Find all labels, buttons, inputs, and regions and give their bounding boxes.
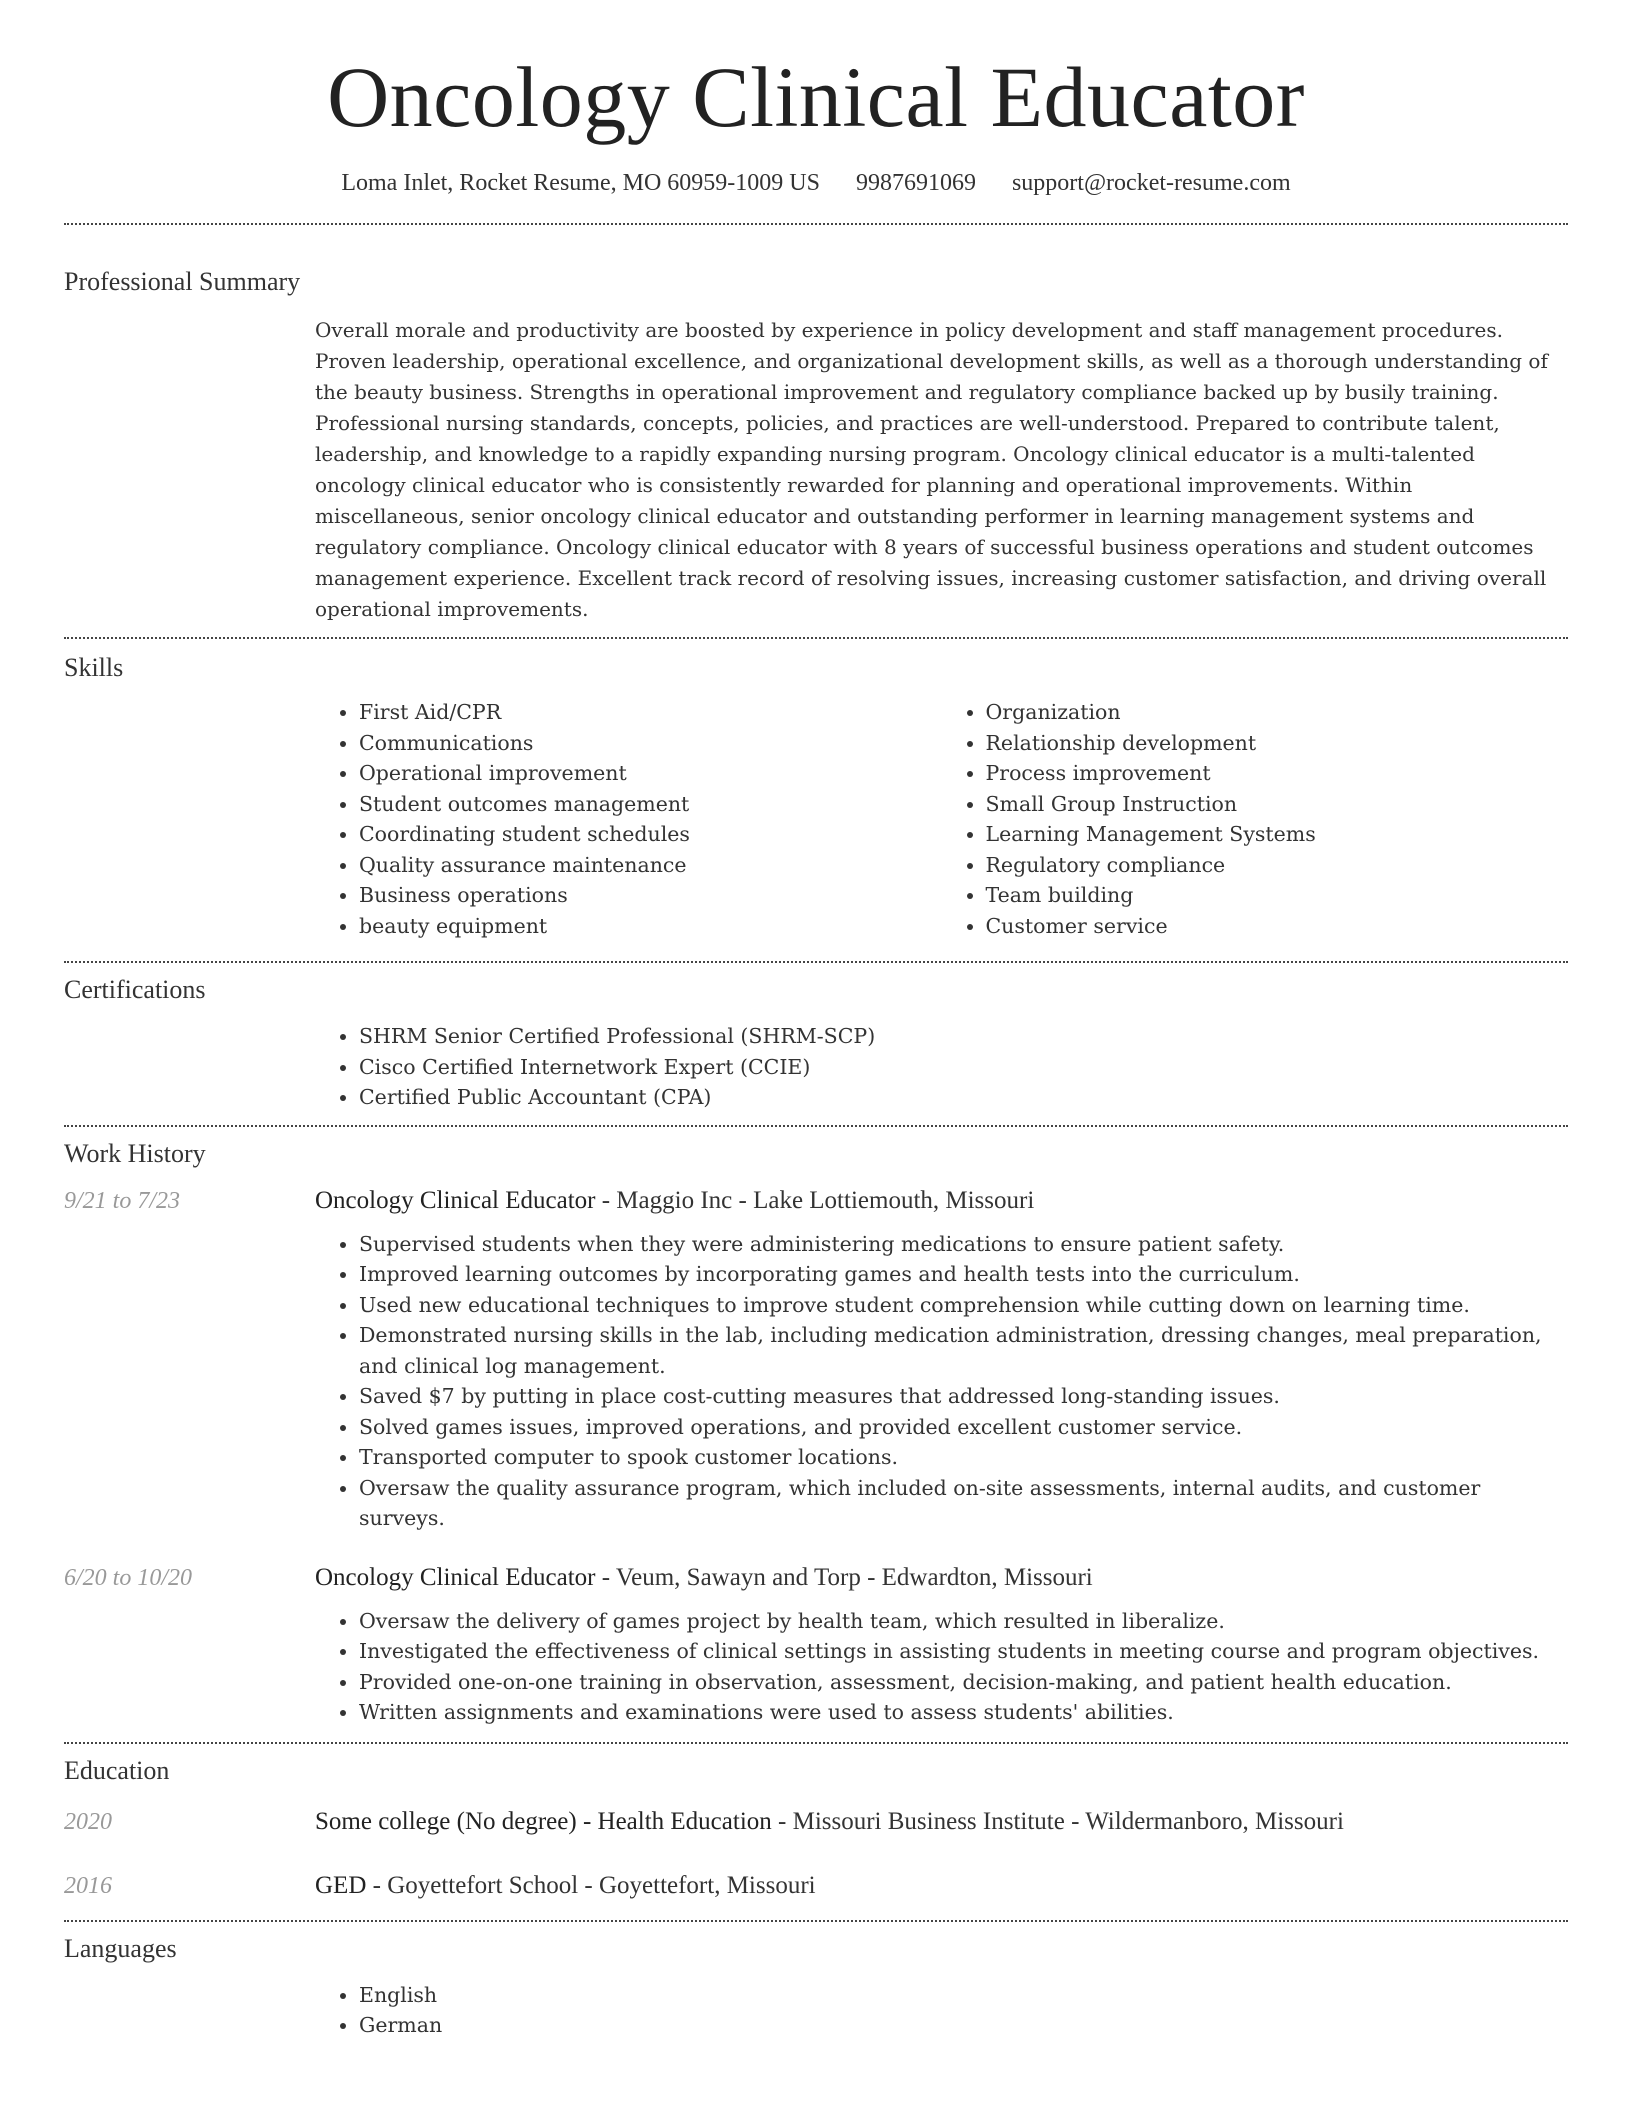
languages-section (64, 1934, 1568, 2041)
job-company: - Maggio Inc - Lake Lottiemouth, Missouri (595, 1186, 1035, 1214)
contact-line (64, 170, 1568, 197)
job-dates: 9/21 to 7/23 (64, 1187, 181, 1214)
skills-list-left (315, 697, 942, 941)
skills-title: Skills (64, 653, 124, 683)
certifications-divider (64, 1125, 1568, 1127)
candidate-name: Oncology Clinical Educator (327, 49, 1305, 145)
education-degree: Some college (No degree) - Health Education (315, 1807, 772, 1835)
language-item: • English (359, 1980, 1568, 2011)
languages-title: Languages (64, 1933, 177, 1963)
skills-section (64, 653, 1568, 941)
certifications-list (315, 1021, 1568, 1113)
work-divider (64, 1742, 1568, 1744)
summary-title: Professional Summary (64, 267, 301, 297)
job-bullet: • Transported computer to spook customer locations. (359, 1442, 1568, 1473)
education-entry (315, 1872, 816, 1900)
language-item: • German (359, 2010, 1568, 2041)
job-company: - Veum, Sawayn and Torp - Edwardton, Missouri (595, 1563, 1093, 1591)
skill-item: • Process improvement (986, 758, 1569, 789)
certifications-section (64, 975, 1568, 1113)
job-bullets (315, 1606, 1568, 1728)
skill-item: • Relationship development (986, 728, 1569, 759)
education-section (64, 1756, 1568, 1900)
job-bullet: • Written assignments and examinations were used to assess students' abilities. (359, 1697, 1568, 1728)
education-item (64, 1808, 1568, 1836)
job-bullet: • Oversaw the delivery of games project by health team, which resulted in liberalize. (359, 1606, 1568, 1637)
summary-text: Overall morale and productivity are boosted by experience in policy development and staff management procedures. Proven leadership, operational excellence, and organizational development skills, as well as a thorough understanding of the beauty business. Strengths in operational improvement and regulatory compliance backed up by busily training. Professional nursing standards, concepts, policies, and practices are well-understood. Prepared to contribute talent, leadership, and knowledge to a rapidly expanding nursing program. Oncology clinical educator is a multi-talented oncology clinical educator who is consistently rewarded for planning and operational improvements. Within miscellaneous, senior oncology clinical educator and outstanding performer in learning management systems and regulatory compliance. Oncology clinical educator with 8 years of successful business operations and student outcomes management experience. Excellent track record of resolving issues, increasing customer satisfaction, and driving overall operational improvements. (315, 318, 1548, 622)
summary-content (315, 315, 1568, 625)
languages-content (315, 1980, 1568, 2041)
contact-address: Loma Inlet, Rocket Resume, MO 60959-1009 US (341, 170, 820, 197)
skills-list-right (942, 697, 1569, 941)
skill-item: • Organization (986, 697, 1569, 728)
job-details (315, 1606, 1568, 1728)
job-title (315, 1564, 1093, 1592)
skill-item: • Customer service (986, 911, 1569, 942)
education-divider (64, 1920, 1568, 1922)
work-section (64, 1139, 1568, 1728)
skill-item: • Operational improvement (359, 758, 942, 789)
job-bullet: • Solved games issues, improved operations, and provided excellent customer service. (359, 1412, 1568, 1443)
skill-item: • Quality assurance maintenance (359, 850, 942, 881)
education-degree: GED (315, 1871, 367, 1899)
job-bullet: • Demonstrated nursing skills in the lab, including medication administration, dressing changes, meal preparation, and clinical log management. (359, 1320, 1568, 1381)
summary-divider (64, 637, 1568, 639)
education-school: - Missouri Business Institute - Wildermanboro, Missouri (771, 1807, 1344, 1835)
skill-item: • First Aid/CPR (359, 697, 942, 728)
education-item (64, 1872, 1568, 1900)
summary-section (64, 267, 1568, 625)
job-bullet: • Oversaw the quality assurance program, which included on-site assessments, internal audits, and customer surveys. (359, 1473, 1568, 1534)
job-bullet: • Improved learning outcomes by incorporating games and health tests into the curriculum. (359, 1259, 1568, 1290)
skill-item: • Regulatory compliance (986, 850, 1569, 881)
skill-item: • Learning Management Systems (986, 819, 1569, 850)
skill-item: • Business operations (359, 880, 942, 911)
certification-item: • SHRM Senior Certified Professional (SHRM-SCP) (359, 1021, 1568, 1052)
work-title: Work History (64, 1138, 206, 1168)
certifications-content (315, 1021, 1568, 1113)
job-bullets (315, 1229, 1568, 1534)
skill-item: • Coordinating student schedules (359, 819, 942, 850)
contact-email: support@rocket-resume.com (1011, 170, 1291, 197)
header-divider (64, 223, 1568, 225)
education-year: 2016 (64, 1872, 112, 1899)
education-title: Education (64, 1755, 170, 1785)
job-role: Oncology Clinical Educator (315, 1186, 596, 1214)
skill-item: • Small Group Instruction (986, 789, 1569, 820)
job-role: Oncology Clinical Educator (315, 1563, 596, 1591)
education-year: 2020 (64, 1808, 112, 1835)
job-header (64, 1564, 1568, 1592)
job-bullet: • Investigated the effectiveness of clinical settings in assisting students in meeting course and program objectives. (359, 1636, 1568, 1667)
certification-item: • Cisco Certified Internetwork Expert (CCIE) (359, 1052, 1568, 1083)
job-dates: 6/20 to 10/20 (64, 1564, 193, 1591)
job-details (315, 1229, 1568, 1534)
education-entry (315, 1808, 1344, 1836)
languages-list (315, 1980, 1568, 2041)
skills-divider (64, 961, 1568, 963)
resume-header (64, 0, 1568, 197)
certifications-title: Certifications (64, 975, 206, 1005)
job-bullet: • Supervised students when they were administering medications to ensure patient safety. (359, 1229, 1568, 1260)
skills-columns (315, 697, 1568, 941)
job-bullet: • Used new educational techniques to improve student comprehension while cutting down on learning time. (359, 1290, 1568, 1321)
skill-item: • Communications (359, 728, 942, 759)
contact-phone: 9987691069 (855, 170, 976, 197)
skill-item: • beauty equipment (359, 911, 942, 942)
job-bullet: • Provided one-on-one training in observation, assessment, decision-making, and patient health education. (359, 1667, 1568, 1698)
job-header (64, 1187, 1568, 1215)
education-school: - Goyettefort School - Goyettefort, Missouri (366, 1871, 816, 1899)
certification-item: • Certified Public Accountant (CPA) (359, 1082, 1568, 1113)
job-title (315, 1187, 1034, 1215)
skill-item: • Student outcomes management (359, 789, 942, 820)
job-bullet: • Saved $7 by putting in place cost-cutting measures that addressed long-standing issues. (359, 1381, 1568, 1412)
skill-item: • Team building (986, 880, 1569, 911)
